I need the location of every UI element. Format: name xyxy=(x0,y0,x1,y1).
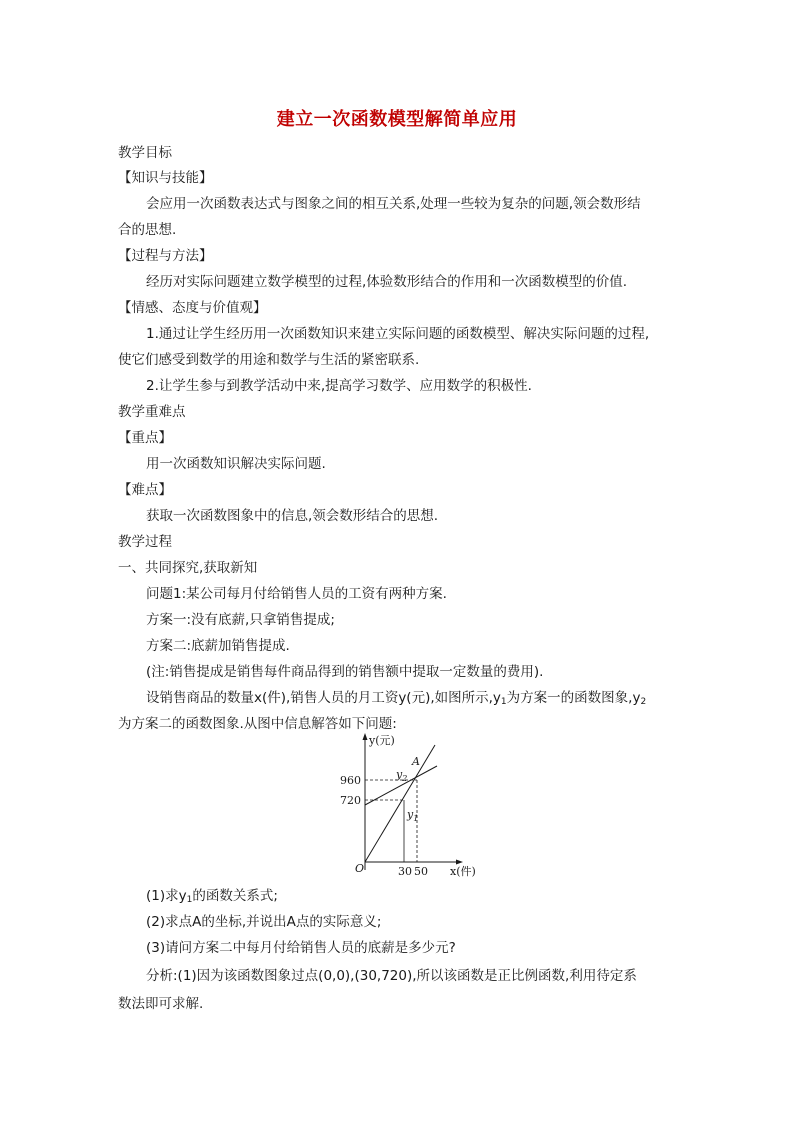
y2-label-sub: 2 xyxy=(402,774,408,783)
y-axis-label: y(元) xyxy=(369,734,395,747)
y1-label-main: y xyxy=(407,808,414,821)
problem-1: 问题1:某公司每月付给销售人员的工资有两种方案. xyxy=(146,586,447,602)
x-axis-label: x(件) xyxy=(450,865,476,878)
x-tick-50: 50 xyxy=(414,865,428,878)
heading-difficult-point: 【难点】 xyxy=(118,482,172,498)
paragraph-process: 经历对实际问题建立数学模型的过程,体验数形结合的作用和一次函数模型的价值. xyxy=(146,274,628,290)
task-1-sub: 1 xyxy=(186,895,193,905)
paragraph-emotion-2: 2.让学生参与到教学活动中来,提高学习数学、应用数学的积极性. xyxy=(146,378,532,394)
setup-sub-2: 2 xyxy=(640,697,647,707)
setup-text-b: 为方案一的函数图象,y xyxy=(506,690,641,706)
setup-text-a: 设销售商品的数量x(件),销售人员的月工资y(元),如图所示,y xyxy=(146,690,501,706)
paragraph-difficult-point: 获取一次函数图象中的信息,领会数形结合的思想. xyxy=(146,508,439,524)
note: (注:销售提成是销售每件商品得到的销售额中提取一定数量的费用). xyxy=(146,664,544,680)
y-tick-720: 720 xyxy=(340,794,361,807)
paragraph-knowledge-line1: 会应用一次函数表达式与图象之间的相互关系,处理一些较为复杂的问题,领会数形结 xyxy=(146,196,641,212)
setup-sub-1: 1 xyxy=(500,697,507,707)
task-2: (2)求点A的坐标,并说出A点的实际意义; xyxy=(146,914,382,930)
paragraph-knowledge-line2: 合的思想. xyxy=(118,222,177,238)
line-y1 xyxy=(365,745,435,862)
analysis-line2: 数法即可求解. xyxy=(118,996,204,1012)
subsection-explore: 一、共同探究,获取新知 xyxy=(118,560,258,576)
plan-one: 方案一:没有底薪,只拿销售提成; xyxy=(146,612,335,628)
section-key-difficult: 教学重难点 xyxy=(118,404,186,420)
setup-line2: 为方案二的函数图象.从图中信息解答如下问题: xyxy=(118,716,397,732)
task-3: (3)请问方案二中每月付给销售人员的底薪是多少元? xyxy=(146,940,456,956)
heading-knowledge-skills: 【知识与技能】 xyxy=(118,170,213,186)
origin-label: O xyxy=(355,862,365,875)
x-tick-30: 30 xyxy=(398,865,412,878)
y2-label xyxy=(395,768,407,783)
analysis-line1: 分析:(1)因为该函数图象过点(0,0),(30,720),所以该函数是正比例函数,利用待定系 xyxy=(146,968,637,984)
y2-label-main: y xyxy=(396,768,403,781)
y1-label xyxy=(406,808,418,823)
heading-key-point: 【重点】 xyxy=(118,430,172,446)
document-title: 建立一次函数模型解简单应用 xyxy=(276,109,518,130)
heading-process-methods: 【过程与方法】 xyxy=(118,248,213,264)
paragraph-key-point: 用一次函数知识解决实际问题. xyxy=(146,456,326,472)
y-axis-arrow xyxy=(363,733,368,740)
point-a-label: A xyxy=(412,755,420,768)
section-teaching-goals: 教学目标 xyxy=(118,145,172,161)
x-axis-arrow xyxy=(456,860,463,865)
section-teaching-process: 教学过程 xyxy=(118,534,172,550)
plan-two: 方案二:底薪加销售提成. xyxy=(146,638,290,654)
y1-label-sub: 1 xyxy=(413,814,419,823)
task-1-text-a: (1)求y xyxy=(146,888,187,904)
paragraph-emotion-1-line2: 使它们感受到数学的用途和数学与生活的紧密联系. xyxy=(118,352,420,368)
setup-line1 xyxy=(146,688,646,712)
function-graph xyxy=(340,730,476,885)
heading-emotion-values: 【情感、态度与价值观】 xyxy=(118,300,267,316)
paragraph-emotion-1-line1: 1.通过让学生经历用一次函数知识来建立实际问题的函数模型、解决实际问题的过程, xyxy=(146,326,650,342)
task-1 xyxy=(146,886,278,910)
y-tick-960: 960 xyxy=(340,774,361,787)
task-1-text-b: 的函数关系式; xyxy=(192,888,278,904)
